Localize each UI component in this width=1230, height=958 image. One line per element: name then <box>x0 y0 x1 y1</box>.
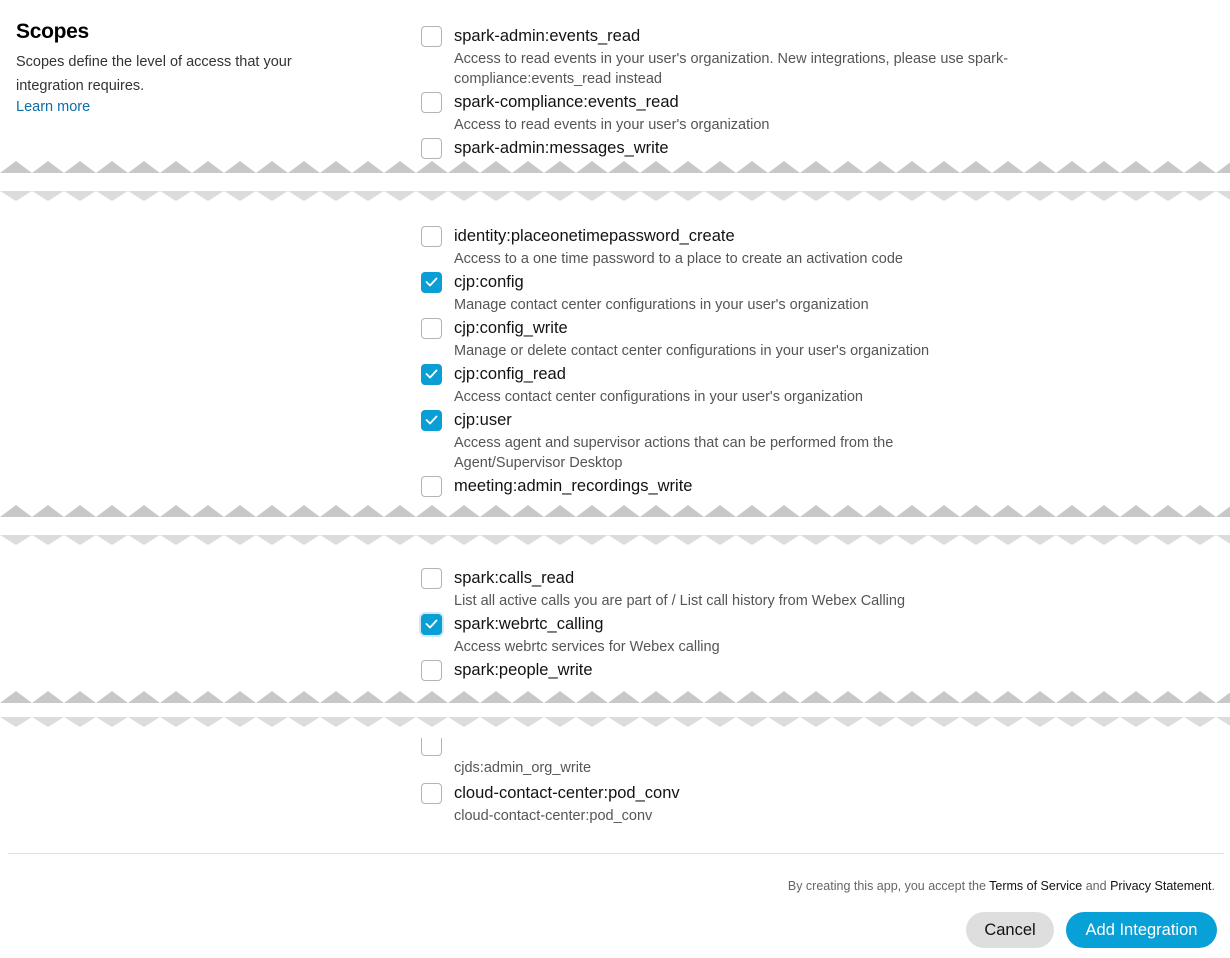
footer-divider <box>8 853 1224 854</box>
terms-of-service-link[interactable]: Terms of Service <box>989 879 1083 893</box>
checkmark-icon <box>425 415 438 425</box>
scope-name: spark-admin:events_read <box>454 27 641 45</box>
scope-description: Manage contact center configurations in your user's organization <box>454 297 869 313</box>
scope-name: cjp:config_write <box>454 319 568 337</box>
legal-text: and <box>1085 879 1107 893</box>
checkmark-icon <box>425 369 438 379</box>
torn-edge-divider <box>0 680 1230 740</box>
scope-checkbox[interactable] <box>421 738 442 756</box>
scope-description: Access to read events in your user's organization <box>454 117 770 133</box>
scope-description: cloud-contact-center:pod_conv <box>454 808 653 824</box>
scope-description: cjds:admin_org_write <box>454 760 592 776</box>
scope-name: cjp:config_read <box>454 365 566 383</box>
scope-description: List all active calls you are part of / List call history from Webex Calling <box>454 593 906 609</box>
scope-description: Manage or delete contact center configurations in your user's organization <box>454 343 930 359</box>
scope-name: meeting:admin_recordings_write <box>454 477 693 495</box>
scope-name: identity:placeonetimepassword_create <box>454 227 735 245</box>
scope-checkbox[interactable] <box>421 226 442 247</box>
scope-checkbox-checked[interactable] <box>421 364 442 385</box>
learn-more-link[interactable]: Learn more <box>16 99 91 115</box>
scope-name: cloud-contact-center:pod_conv <box>454 784 680 802</box>
scope-checkbox-checked[interactable] <box>421 410 442 431</box>
scope-name: spark-admin:messages_write <box>454 139 669 157</box>
checkmark-icon <box>425 619 438 629</box>
checkmark-icon <box>425 277 438 287</box>
scope-checkbox[interactable] <box>421 318 442 339</box>
scope-checkbox[interactable] <box>421 26 442 47</box>
scope-checkbox[interactable] <box>421 568 442 589</box>
torn-edge-divider <box>0 494 1230 558</box>
scope-name: spark:webrtc_calling <box>454 615 604 633</box>
scope-description: Access agent and supervisor actions that can be performed from the Agent/Supervisor Desktop <box>454 435 894 471</box>
scope-checkbox[interactable] <box>421 660 442 681</box>
cancel-button[interactable]: Cancel <box>966 912 1054 948</box>
legal-notice <box>788 879 1215 893</box>
scope-description: Access to read events in your user's organization. New integrations, please use spark-compliance:events_read instead <box>454 51 1009 87</box>
torn-edge-divider <box>0 150 1230 214</box>
scope-checkbox-checked[interactable] <box>421 614 442 635</box>
scopes-header <box>16 20 336 116</box>
scope-name: spark:calls_read <box>454 569 575 587</box>
scope-description: Access contact center configurations in your user's organization <box>454 389 863 405</box>
scope-description: Access to a one time password to a place to create an activation code <box>454 251 903 267</box>
legal-text: By creating this app, you accept the <box>787 879 986 893</box>
scope-name: spark-compliance:events_read <box>454 93 679 111</box>
scope-checkbox-checked[interactable] <box>421 272 442 293</box>
scope-checkbox[interactable] <box>421 92 442 113</box>
scope-name: cjp:user <box>454 411 512 429</box>
scope-name: spark:people_write <box>454 661 593 679</box>
scopes-title: Scopes <box>16 20 89 43</box>
scopes-description: Scopes define the level of access that your integration requires. <box>16 54 292 94</box>
legal-text: . <box>1211 879 1215 893</box>
scope-description: Access webrtc services for Webex calling <box>454 639 720 655</box>
add-integration-button[interactable]: Add Integration <box>1066 912 1217 948</box>
scope-checkbox[interactable] <box>421 783 442 804</box>
scope-name: cjp:config <box>454 273 524 291</box>
privacy-statement-link[interactable]: Privacy Statement <box>1110 879 1212 893</box>
